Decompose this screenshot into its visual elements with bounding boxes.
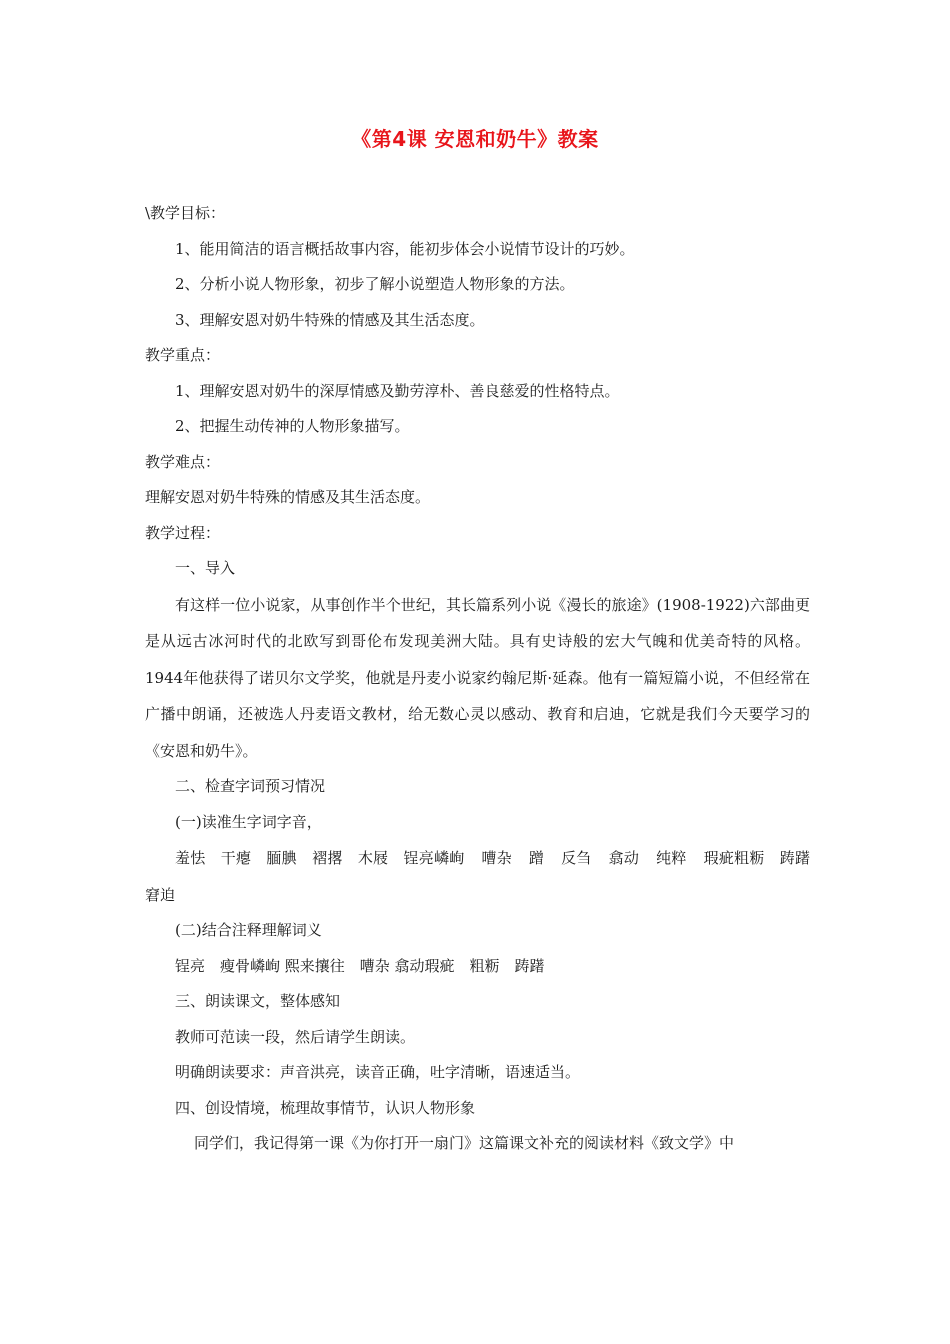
document-title: 《第4课 安恩和奶牛》教案 xyxy=(351,127,599,151)
section-heading: 一、导入 xyxy=(175,559,236,577)
key-point-item: 1、理解安恩对奶牛的深厚情感及勤劳淳朴、善良慈爱的性格特点。 xyxy=(175,381,620,400)
body-line: 教师可范读一段，然后请学生朗读。 xyxy=(175,1027,416,1046)
intro-paragraph: 有这样一位小说家，从事创作半个世纪，其长篇系列小说《漫长的旅途》(1908-1922)六部曲更是从远古冰河时代的北欧写到哥伦布发现美洲大陆。具有史诗般的宏大气魄和优美奇特的风格。1944年他获得了诺贝尔文学奖，他就是丹麦小说家约翰尼斯·延森。他有一篇短篇小说，不但经常在广播中朗诵，还被选人丹麦语文教材，给无数心灵以感动、教育和启迪，它就是我们今天要学习的《安恩和奶牛》。 xyxy=(145,595,810,760)
body-line: 明确朗读要求：声音洪亮，读音正确，吐字清晰，语速适当。 xyxy=(175,1063,581,1081)
goal-item: 1、能用简洁的语言概括故事内容，能初步体会小说情节设计的巧妙。 xyxy=(175,239,635,258)
key-point-item: 2、把握生动传神的人物形象描写。 xyxy=(175,417,410,435)
section-heading: 四、创设情境，梳理故事情节，认识人物形象 xyxy=(175,1098,476,1117)
process-heading: 教学过程： xyxy=(145,523,221,542)
section-heading: 三、朗读课文，整体感知 xyxy=(175,992,341,1010)
difficulty-heading: 教学难点： xyxy=(145,452,221,471)
goal-item: 2、分析小说人物形象，初步了解小说塑造人物形象的方法。 xyxy=(175,275,575,293)
subsection-heading: (一)读准生字词字音， xyxy=(175,812,322,831)
goals-heading: \教学目标： xyxy=(145,204,226,222)
vocabulary-list: 锃亮 瘦骨嶙峋 熙来攘往 嘈杂 翕动瑕疵 粗粝 踌躇 xyxy=(175,956,545,975)
vocabulary-list: 羞怯 干瘪 腼腆 褶撂 木屐 锃亮嶙峋 嘈杂 蹭 反刍 翕动 纯粹 瑕疵粗粝 踌躇 窘迫 xyxy=(145,849,826,904)
subsection-heading: (二)结合注释理解词义 xyxy=(175,921,322,939)
difficulty-item: 理解安恩对奶牛特殊的情感及其生活态度。 xyxy=(145,488,431,506)
goal-item: 3、理解安恩对奶牛特殊的情感及其生活态度。 xyxy=(175,310,485,329)
document-body xyxy=(145,196,826,1162)
key-points-heading: 教学重点： xyxy=(145,346,221,364)
section-heading: 二、检查字词预习情况 xyxy=(175,777,326,795)
body-line: 同学们，我记得第一课《为你打开一扇门》这篇课文补充的阅读材料《致文学》中 xyxy=(194,1134,735,1152)
